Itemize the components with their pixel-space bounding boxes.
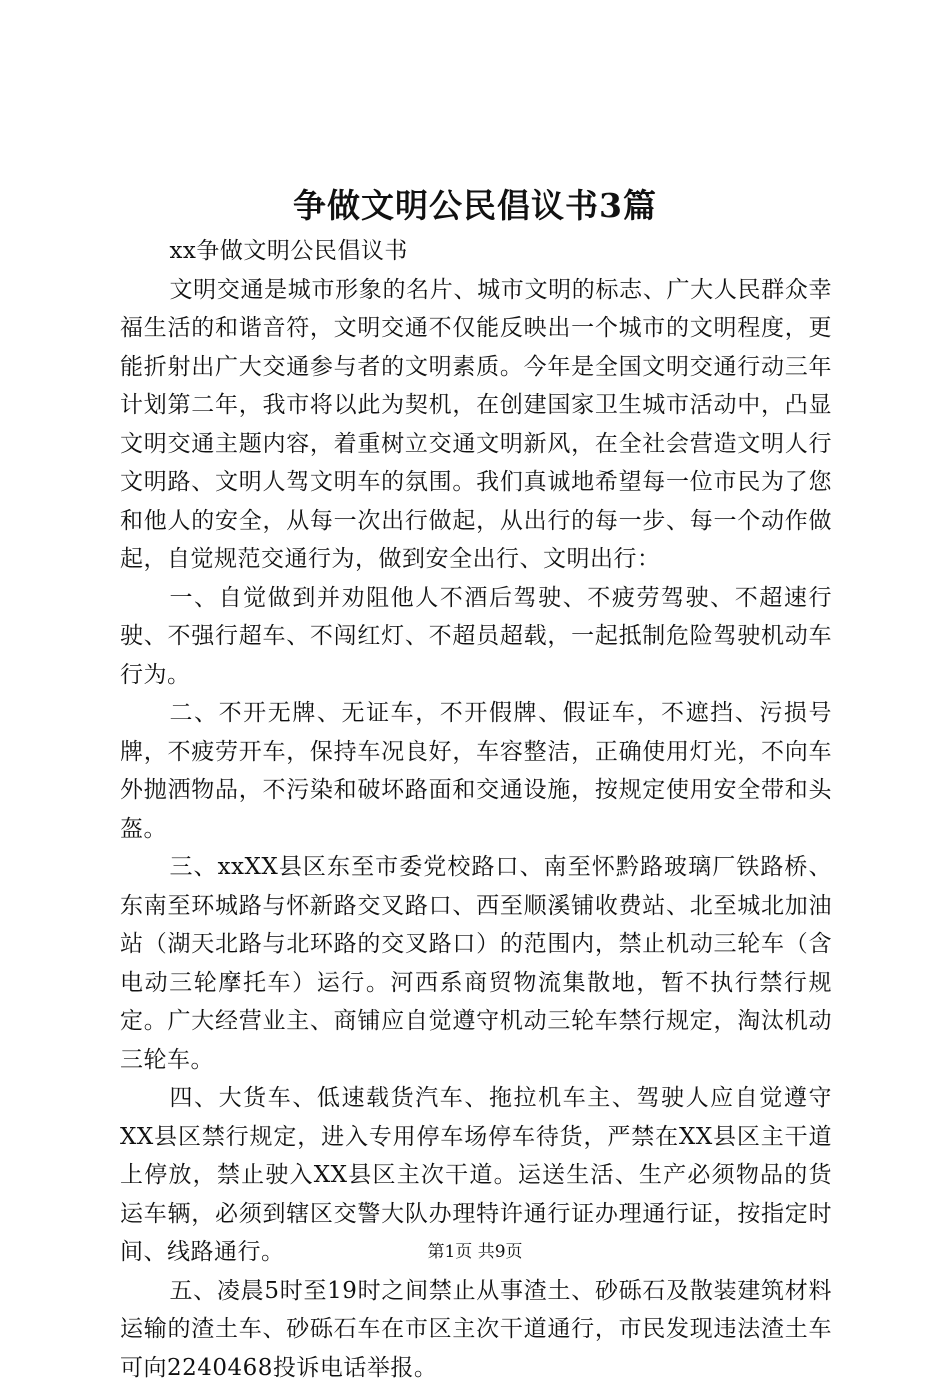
paragraph-item-3: 三、xxXX县区东至市委党校路口、南至怀黔路玻璃厂铁路桥、东南至环城路与怀新路交叉路口、西至顺溪铺收费站、北至城北加油站（湖天北路与北环路的交叉路口）的范围内，禁止机动三轮车（含电动三轮摩托车）运行。河西系商贸物流集散地，暂不执行禁行规定。广大经营业主、商铺应自觉遵守机动三轮车禁行规定，淘汰机动三轮车。 bbox=[120, 848, 832, 1079]
document-body bbox=[120, 232, 832, 1387]
paragraph-item-2: 二、不开无牌、无证车，不开假牌、假证车，不遮挡、污损号牌，不疲劳开车，保持车况良好，车容整洁，正确使用灯光，不向车外抛洒物品，不污染和破坏路面和交通设施，按规定使用安全带和头盔。 bbox=[120, 694, 832, 848]
paragraph-item-1: 一、自觉做到并劝阻他人不酒后驾驶、不疲劳驾驶、不超速行驶、不强行超车、不闯红灯、不超员超载，一起抵制危险驾驶机动车行为。 bbox=[120, 579, 832, 695]
paragraph-item-5: 五、凌晨5时至19时之间禁止从事渣土、砂砾石及散装建筑材料运输的渣土车、砂砾石车在市区主次干道通行，市民发现违法渣土车可向2240468投诉电话举报。 bbox=[120, 1272, 832, 1387]
paragraph-item-4: 四、大货车、低速载货汽车、拖拉机车主、驾驶人应自觉遵守XX县区禁行规定，进入专用停车场停车待货，严禁在XX县区主干道上停放，禁止驶入XX县区主次干道。运送生活、生产必须物品的货运车辆，必须到辖区交警大队办理特许通行证办理通行证，按指定时间、线路通行。 bbox=[120, 1079, 832, 1272]
document-title: 争做文明公民倡议书3篇 bbox=[0, 182, 950, 230]
paragraph-intro: 文明交通是城市形象的名片、城市文明的标志、广大人民群众幸福生活的和谐音符，文明交通不仅能反映出一个城市的文明程度，更能折射出广大交通参与者的文明素质。今年是全国文明交通行动三年计划第二年，我市将以此为契机，在创建国家卫生城市活动中，凸显文明交通主题内容，着重树立交通文明新风，在全社会营造文明人行文明路、文明人驾文明车的氛围。我们真诚地希望每一位市民为了您和他人的安全，从每一次出行做起，从出行的每一步、每一个动作做起，自觉规范交通行为，做到安全出行、文明出行： bbox=[120, 271, 832, 579]
subtitle: xx争做文明公民倡议书 bbox=[120, 232, 832, 271]
page-number: 第1页 共9页 bbox=[0, 1240, 950, 1264]
